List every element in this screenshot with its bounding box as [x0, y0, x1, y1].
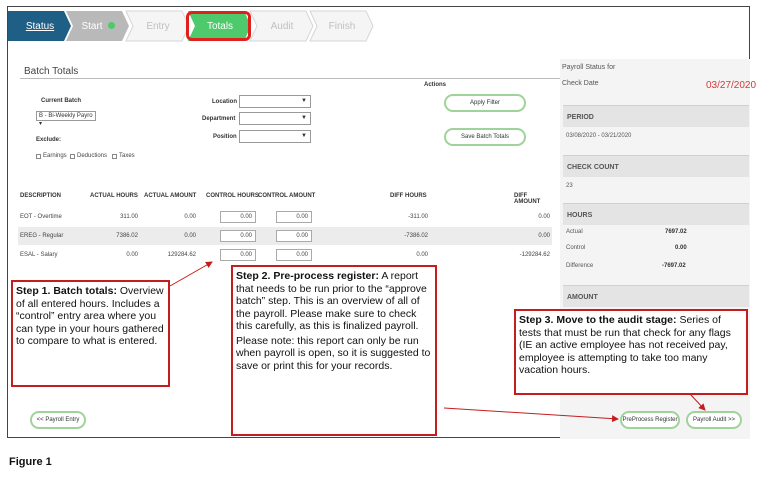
- save-batch-totals-button[interactable]: Save Batch Totals: [444, 128, 526, 146]
- step-start-label: Start: [81, 20, 103, 32]
- step3-callout: [514, 309, 748, 395]
- check-date-label: Check Date: [562, 80, 599, 87]
- location-label: Location: [212, 99, 237, 105]
- step-finish-label: Finish: [328, 20, 356, 32]
- step2-callout: [231, 265, 437, 436]
- deductions-label: Deductions: [77, 153, 108, 159]
- row-actual-hours: 0.00: [126, 252, 138, 258]
- col-description: DESCRIPTION: [20, 193, 62, 199]
- chevron-down-icon: ▼: [301, 115, 307, 121]
- taxes-label: Taxes: [119, 153, 135, 159]
- current-batch-select[interactable]: B - Bi-Weekly Payro ▾: [36, 111, 96, 121]
- row-diff-amount: -129284.62: [519, 252, 550, 258]
- status-for-label: Payroll Status for: [562, 64, 616, 71]
- control-hours-input[interactable]: 0.00: [220, 249, 256, 261]
- apply-filter-button[interactable]: Apply Filter: [444, 94, 526, 112]
- col-actual-amount: ACTUAL AMOUNT: [144, 193, 197, 199]
- step1-body: Overview of all entered hours. Includes a “control” entry area where you can type in your hours gathered to compare to what is entered.: [16, 285, 164, 347]
- step-totals-label: Totals: [206, 20, 234, 32]
- control-value: 0.00: [675, 245, 687, 251]
- row-description: ESAL - Salary: [20, 252, 58, 258]
- step2-title: Step 2. Pre-process register:: [236, 270, 379, 282]
- difference-value: -7697.02: [662, 263, 686, 269]
- col-control-amount: CONTROL AMOUNT: [258, 193, 316, 199]
- row-actual-amount: 129284.62: [167, 252, 196, 258]
- step1-title: Step 1. Batch totals:: [16, 285, 117, 297]
- step-entry-label: Entry: [146, 20, 170, 32]
- row-diff-amount: 0.00: [538, 233, 550, 239]
- department-label: Department: [202, 116, 236, 122]
- step2-note: Please note: this report can only be run when payroll is open, so it is suggested to save or print this for your records.: [236, 334, 431, 372]
- col-control-hours: CONTROL HOURS: [206, 193, 259, 199]
- row-description: EREG - Regular: [20, 233, 64, 239]
- payroll-entry-button[interactable]: << Payroll Entry: [30, 411, 86, 429]
- step3-body: Series of tests that must be run that check for any flags (IE an active employee has not received pay, employee is attempting to take too many vacation hours.: [519, 314, 731, 376]
- row-actual-amount: 0.00: [184, 233, 196, 239]
- check-count-label: CHECK COUNT: [567, 164, 619, 171]
- amount-label: AMOUNT: [567, 294, 598, 301]
- control-hours-input[interactable]: 0.00: [220, 230, 256, 242]
- chevron-down-icon: ▼: [301, 133, 307, 139]
- current-batch-label: Current Batch: [41, 98, 82, 104]
- difference-label: Difference: [566, 263, 594, 269]
- step3-title: Step 3. Move to the audit stage:: [519, 314, 677, 326]
- actions-title: Actions: [424, 82, 447, 88]
- chevron-down-icon: ▼: [301, 98, 307, 104]
- period-label: PERIOD: [567, 114, 594, 121]
- step1-callout: [11, 280, 170, 387]
- step2-body: A report that needs to be run prior to the “approve batch” step. This is an overview of all of the payroll. Please make sure to check this carefully, as this is finalized payroll.: [236, 270, 427, 332]
- complete-check-icon: [108, 22, 115, 29]
- row-diff-hours: -7386.02: [404, 233, 428, 239]
- check-count-value: 23: [566, 183, 573, 189]
- step-audit-label: Audit: [270, 20, 294, 32]
- control-amount-input[interactable]: 0.00: [276, 230, 312, 242]
- col-actual-hours: ACTUAL HOURS: [90, 193, 138, 199]
- actual-value: 7697.02: [665, 229, 687, 235]
- position-label: Position: [213, 134, 237, 140]
- actual-label: Actual: [566, 229, 583, 235]
- col-diff-amount: DIFF AMOUNT: [514, 193, 541, 205]
- panel-title: Batch Totals: [24, 66, 79, 77]
- figure-caption: Figure 1: [9, 456, 52, 468]
- step2-arrow: [444, 408, 618, 419]
- step-status-label: Status: [25, 20, 55, 32]
- exclude-label: Exclude:: [36, 137, 62, 143]
- row-diff-hours: 0.00: [416, 252, 428, 258]
- step3-arrow: [690, 394, 705, 410]
- preprocess-register-button[interactable]: PreProcess Register: [620, 411, 680, 429]
- check-date-value: 03/27/2020: [706, 80, 757, 91]
- payroll-audit-button[interactable]: Payroll Audit >>: [686, 411, 742, 429]
- period-value: 03/08/2020 - 03/21/2020: [566, 133, 632, 139]
- col-diff-hours: DIFF HOURS: [390, 193, 427, 199]
- row-actual-amount: 0.00: [184, 214, 196, 220]
- control-hours-input[interactable]: 0.00: [220, 211, 256, 223]
- row-diff-amount: 0.00: [538, 214, 550, 220]
- row-actual-hours: 311.00: [120, 214, 138, 220]
- earnings-label: Earnings: [43, 153, 67, 159]
- row-description: EOT - Overtime: [20, 214, 62, 220]
- control-amount-input[interactable]: 0.00: [276, 211, 312, 223]
- step1-arrow: [170, 262, 212, 286]
- control-amount-input[interactable]: 0.00: [276, 249, 312, 261]
- control-label: Control: [566, 245, 586, 251]
- row-diff-hours: -311.00: [408, 214, 428, 220]
- row-actual-hours: 7386.02: [116, 233, 138, 239]
- hours-label: HOURS: [567, 212, 593, 219]
